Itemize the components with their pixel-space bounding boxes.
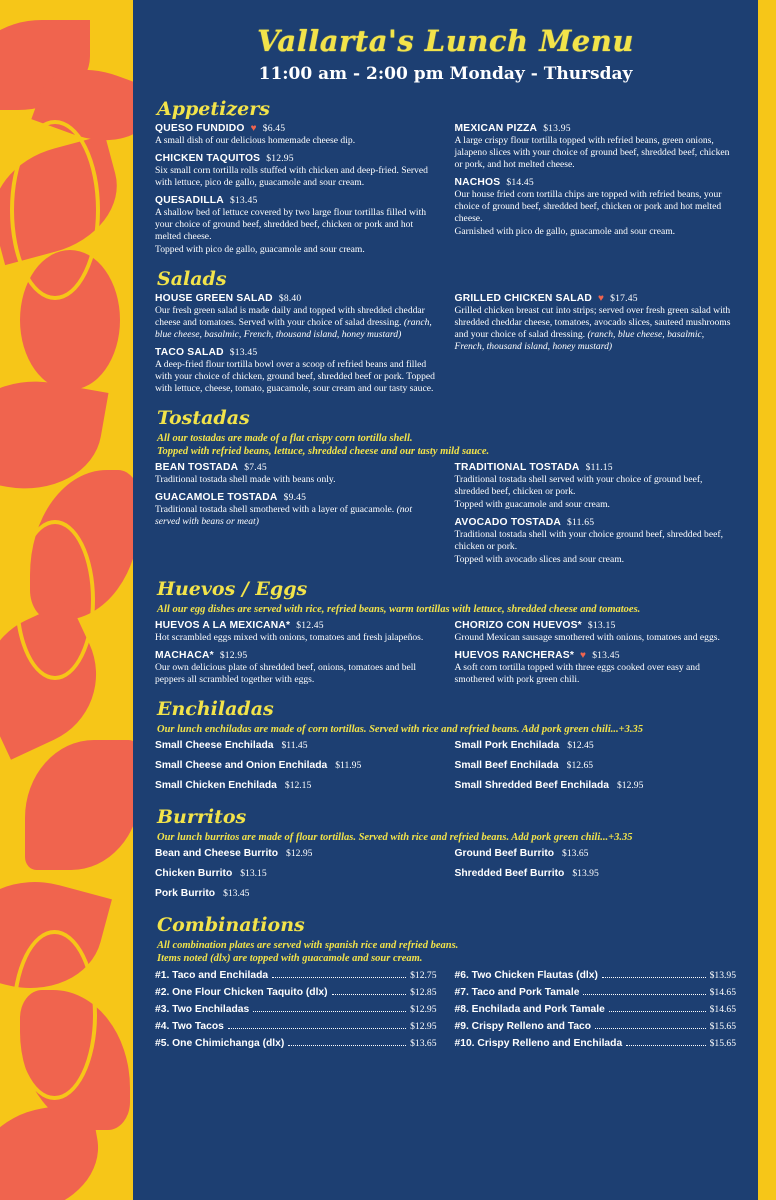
menu-item-name: Chicken Burrito — [155, 868, 233, 880]
menu-item-name: MACHACA* — [155, 650, 214, 662]
leader-dots — [595, 1028, 706, 1029]
menu-item — [155, 462, 437, 486]
leader-dots — [272, 977, 406, 978]
section-column-right — [455, 848, 737, 908]
menu-item-description: A shallow bed of lettuce covered by two large flour tortillas filled with your choice of ground beef, shredded beef, chicken or pork and hot melted cheese. — [155, 206, 427, 242]
menu-item-header — [155, 195, 437, 206]
menu-item-name: HUEVOS RANCHERAS* — [454, 650, 575, 662]
menu-section — [155, 578, 736, 692]
leader-dots — [253, 1011, 406, 1012]
menu-item — [455, 123, 737, 171]
leader-dots — [626, 1045, 705, 1046]
menu-item-price: $12.15 — [284, 780, 312, 792]
section-columns — [155, 620, 736, 692]
menu-item-name: #3. Two Enchiladas — [155, 1003, 250, 1015]
section-column-left — [155, 462, 437, 572]
menu-item-description: Hot scrambled eggs mixed with onions, tomatoes and fresh jalapeños. — [155, 632, 424, 644]
menu-item — [155, 1038, 437, 1049]
menu-item-name: #2. One Flour Chicken Taquito (dlx) — [155, 986, 328, 998]
menu-item — [155, 848, 437, 859]
menu-item-price: $15.65 — [709, 1020, 736, 1032]
menu-item — [455, 740, 737, 751]
section-column-left — [155, 293, 437, 401]
section-heading: Appetizers — [157, 98, 270, 120]
menu-item — [155, 740, 437, 751]
menu-item-name: Shredded Beef Burrito — [454, 868, 565, 880]
menu-item-name: Small Beef Enchilada — [454, 760, 559, 772]
menu-item-price: $13.65 — [562, 848, 589, 860]
section-note: All our tostadas are made of a flat crispy corn tortilla shell. Topped with refried beans, lettuce, shredded cheese and our tasty mild sauce. — [157, 432, 490, 457]
section-column-right — [455, 740, 737, 800]
menu-item-name: #10. Crispy Relleno and Enchilada — [454, 1037, 623, 1049]
menu-section — [155, 806, 736, 908]
menu-item-name: #4. Two Tacos — [155, 1020, 224, 1032]
menu-item-header — [455, 650, 737, 661]
menu-item-name: Bean and Cheese Burrito — [155, 848, 279, 860]
page-title: Vallarta's Lunch Menu — [257, 24, 634, 58]
menu-item-description-note: (ranch, blue cheese, basalmic, French, thousand island, honey mustard) — [155, 316, 432, 340]
menu-item-price: $12.95 — [410, 1003, 437, 1015]
menu-item-description-note: (not served with beans or meat) — [155, 504, 413, 528]
menu-item — [155, 153, 437, 189]
decorative-border-right — [758, 0, 776, 1200]
section-columns — [155, 740, 736, 800]
menu-item-header — [455, 517, 737, 528]
menu-item-price: $11.65 — [567, 517, 595, 528]
menu-item — [155, 347, 437, 395]
menu-item-price: $12.95 — [410, 1020, 437, 1032]
menu-item-description: Our own delicious plate of shredded beef, onions, tomatoes and bell peppers all scrambled together with eggs. — [155, 662, 417, 686]
menu-item-price: $13.65 — [410, 1037, 437, 1049]
menu-item-price: $11.15 — [585, 462, 613, 474]
section-column-left — [155, 740, 437, 800]
menu-item-name: CHORIZO CON HUEVOS* — [454, 620, 582, 632]
menu-item — [455, 987, 737, 998]
leader-dots — [332, 994, 407, 995]
menu-item-description: Our fresh green salad is made daily and topped with shredded cheddar cheese and tomatoes. Served with your choice of salad dressing. (ranch, blue cheese, basalmic, French, thousand island, honey mustard) — [155, 304, 432, 340]
menu-item-price: $12.45 — [567, 740, 594, 752]
menu-item-name: #8. Enchilada and Pork Tamale — [454, 1003, 605, 1015]
leader-dots — [609, 1011, 706, 1012]
menu-item-price: $8.40 — [278, 292, 302, 304]
menu-item-name: Small Shredded Beef Enchilada — [454, 780, 609, 792]
menu-item — [455, 517, 737, 566]
menu-item-header — [455, 620, 737, 631]
menu-item-name: Small Cheese Enchilada — [155, 740, 274, 752]
menu-item-price: $14.45 — [506, 176, 534, 188]
decorative-border-left — [0, 0, 133, 1200]
menu-item-price: $12.45 — [296, 620, 324, 632]
section-column-left — [155, 123, 437, 262]
menu-item-header — [155, 347, 437, 358]
menu-section — [155, 98, 736, 262]
menu-item-name: NACHOS — [454, 176, 501, 188]
menu-item-description-note: (ranch, blue cheese, basalmic, French, thousand island, honey mustard) — [454, 328, 705, 352]
menu-item-description: Traditional tostada shell made with beans only. — [155, 474, 336, 486]
menu-item-price: $13.45 — [229, 346, 258, 358]
menu-item-price: $12.95 — [286, 848, 313, 860]
menu-item-price: $12.95 — [617, 780, 644, 792]
menu-item — [455, 1021, 737, 1032]
menu-item-description: A deep-fried flour tortilla bowl over a scoop of refried beans and filled with your choice of chicken, ground beef, shredded beef or pork. Topped with lettuce, cheese, tomato, guacamole, sour cream and our tasty sauce. — [155, 358, 435, 394]
menu-item-name: TACO SALAD — [155, 346, 224, 358]
menu-item — [155, 195, 437, 256]
menu-item-name: Small Chicken Enchilada — [155, 780, 277, 792]
menu-item — [155, 492, 437, 528]
menu-item-price: $14.65 — [709, 1003, 736, 1015]
menu-item-name: QUESADILLA — [155, 194, 224, 206]
menu-item-price: $12.65 — [566, 760, 594, 772]
menu-item-header — [155, 293, 437, 304]
menu-section — [155, 407, 736, 572]
menu-item-price: $11.45 — [281, 740, 308, 752]
menu-item-description: Traditional tostada shell smothered with a layer of guacamole. (not served with beans or meat) — [155, 504, 413, 528]
section-column-left — [155, 970, 437, 1055]
menu-item — [155, 987, 437, 998]
menu-item-price: $13.45 — [223, 888, 250, 900]
menu-item-header — [155, 492, 437, 503]
menu-item-header — [155, 153, 437, 164]
section-heading: Combinations — [157, 914, 305, 937]
section-heading: Enchiladas — [157, 698, 274, 721]
page-subtitle: 11:00 am - 2:00 pm Monday - Thursday — [258, 64, 633, 84]
section-column-right — [455, 970, 737, 1055]
menu-item-price: $13.95 — [572, 868, 599, 880]
menu-item-name: #1. Taco and Enchilada — [155, 969, 269, 981]
menu-item-header — [155, 620, 437, 631]
menu-item — [455, 293, 737, 353]
menu-item — [455, 177, 737, 238]
menu-item-name: Small Cheese and Onion Enchilada — [155, 760, 328, 772]
heart-icon: ♥ — [250, 123, 257, 134]
section-heading: Tostadas — [157, 406, 250, 429]
menu-item-price: $11.95 — [335, 760, 362, 772]
menu-item — [155, 1004, 437, 1015]
menu-item-name: #7. Taco and Pork Tamale — [454, 986, 580, 998]
menu-section — [155, 698, 736, 800]
menu-item-header — [155, 123, 437, 134]
menu-sections — [155, 98, 736, 1055]
menu-item-price: $12.85 — [410, 986, 437, 998]
menu-item — [155, 1021, 437, 1032]
menu-item-header — [155, 462, 437, 473]
menu-item — [155, 123, 437, 147]
menu-item-name: AVOCADO TOSTADA — [454, 517, 562, 528]
menu-item-price: $13.15 — [240, 868, 267, 880]
section-column-left — [155, 848, 437, 908]
menu-item — [455, 780, 737, 791]
menu-item-price: $13.15 — [587, 620, 616, 632]
menu-item-header — [455, 462, 737, 473]
menu-item-description: Six small corn tortilla rolls stuffed with chicken and deep-fried. Served with lettuce, pico de gallo, guacamole and sour cream. — [155, 164, 428, 188]
menu-item-name: BEAN TOSTADA — [155, 462, 239, 474]
leader-dots — [288, 1045, 406, 1046]
menu-item-name: HOUSE GREEN SALAD — [155, 292, 273, 304]
menu-item-name: QUESO FUNDIDO — [155, 123, 245, 134]
menu-item-name: Pork Burrito — [155, 888, 216, 900]
heart-icon: ♥ — [580, 650, 587, 662]
menu-item-description-secondary: Topped with pico de gallo, guacamole and sour cream. — [155, 243, 365, 255]
menu-section — [155, 268, 736, 401]
section-column-right — [455, 293, 737, 401]
menu-item-description-secondary: Garnished with pico de gallo, guacamole and sour cream. — [454, 225, 676, 237]
menu-item-description: Our house fried corn tortilla chips are topped with refried beans, your choice of ground beef, shredded beef, chicken or pork and hot melted cheese. — [454, 188, 722, 224]
menu-item-description-secondary: Topped with guacamole and sour cream. — [454, 499, 610, 511]
menu-item-price: $13.95 — [709, 969, 736, 981]
menu-item — [455, 1004, 737, 1015]
menu-item-price: $12.95 — [266, 152, 294, 164]
menu-section — [155, 914, 736, 1054]
menu-item — [455, 760, 737, 771]
menu-item-description: A small dish of our delicious homemade cheese dip. — [155, 135, 356, 146]
menu-item — [455, 868, 737, 879]
menu-item — [455, 970, 737, 981]
section-note: All combination plates are served with spanish rice and refried beans. Items noted (dlx) are topped with guacamole and sour cream. — [157, 940, 459, 965]
section-note: Our lunch enchiladas are made of corn tortillas. Served with rice and refried beans. Add pork green chili...+3.35 — [157, 724, 643, 736]
menu-item-description: Ground Mexican sausage smothered with onions, tomatoes and eggs. — [454, 632, 720, 644]
menu-item-price: $9.45 — [283, 492, 307, 504]
menu-item-name: CHICKEN TAQUITOS — [155, 152, 261, 164]
menu-item — [155, 760, 437, 771]
menu-panel — [133, 0, 758, 1200]
menu-item-price: $13.45 — [229, 194, 258, 206]
menu-item — [155, 868, 437, 879]
leader-dots — [228, 1028, 406, 1029]
menu-item-name: #5. One Chimichanga (dlx) — [155, 1037, 285, 1049]
section-heading: Salads — [157, 267, 227, 290]
menu-item-name: #6. Two Chicken Flautas (dlx) — [454, 969, 598, 981]
menu-item-header — [155, 650, 437, 661]
menu-item — [155, 888, 437, 899]
menu-item-price: $13.45 — [592, 650, 620, 662]
section-column-right — [455, 462, 737, 572]
menu-item-name: #9. Crispy Relleno and Taco — [454, 1020, 592, 1032]
menu-item-price: $6.45 — [262, 123, 286, 134]
section-columns — [155, 293, 736, 401]
section-columns — [155, 462, 736, 572]
menu-item — [455, 650, 737, 686]
menu-item-price: $14.65 — [709, 986, 736, 998]
menu-item-price: $12.95 — [219, 650, 248, 662]
menu-item-name: GUACAMOLE TOSTADA — [155, 492, 278, 504]
section-heading: Huevos / Eggs — [157, 577, 308, 600]
menu-item — [155, 780, 437, 791]
menu-item-name: TRADITIONAL TOSTADA — [454, 462, 580, 474]
section-columns — [155, 848, 736, 908]
leader-dots — [583, 994, 705, 995]
menu-item-price: $15.65 — [709, 1037, 736, 1049]
menu-item-header — [455, 177, 737, 188]
menu-item — [455, 848, 737, 859]
menu-item-description-secondary: Topped with avocado slices and sour cream. — [454, 553, 625, 565]
menu-item-name: HUEVOS A LA MEXICANA* — [155, 620, 291, 632]
menu-item-description: Traditional tostada shell served with your choice of ground beef, shredded beef, chicken or pork. — [454, 474, 703, 498]
menu-item-description: A large crispy flour tortilla topped with refried beans, green onions, jalapeno slices with your choice of ground beef, shredded beef, chicken or pork, and hot melted cheese. — [454, 135, 730, 170]
menu-item — [455, 1038, 737, 1049]
section-columns — [155, 123, 736, 262]
menu-item-description: Traditional tostada shell with your choice ground beef, shredded beef, chicken or pork. — [454, 529, 723, 552]
section-heading: Burritos — [157, 806, 247, 829]
section-note: Our lunch burritos are made of flour tortillas. Served with rice and refried beans. Add pork green chili...+3.35 — [157, 832, 633, 844]
section-note: All our egg dishes are served with rice, refried beans, warm tortillas with lettuce, shredded cheese and tomatoes. — [157, 603, 641, 615]
section-columns — [155, 970, 736, 1055]
menu-item-description: A soft corn tortilla topped with three eggs cooked over easy and smothered with pork green chili. — [454, 662, 700, 686]
section-column-left — [155, 620, 437, 692]
menu-item-description: Grilled chicken breast cut into strips; served over fresh green salad with shredded cheddar cheese, tomatoes, avocado slices, sauteed mushrooms and your choice of salad dressing. (ranch, blue cheese, basalmic, French, thousand island, honey mustard) — [454, 304, 731, 352]
menu-item — [155, 620, 437, 644]
menu-item — [155, 293, 437, 341]
section-column-right — [455, 620, 737, 692]
menu-item-name: Ground Beef Burrito — [454, 848, 555, 860]
menu-item-header — [455, 293, 737, 304]
menu-item-price: $12.75 — [410, 969, 437, 981]
menu-item-name: MEXICAN PIZZA — [454, 123, 538, 134]
menu-item-price: $7.45 — [244, 462, 267, 474]
section-column-right — [455, 123, 737, 262]
menu-item-price: $13.95 — [543, 123, 571, 134]
menu-item — [155, 970, 437, 981]
heart-icon: ♥ — [598, 292, 605, 304]
menu-item — [455, 462, 737, 511]
leader-dots — [602, 977, 706, 978]
menu-item-name: GRILLED CHICKEN SALAD — [454, 292, 592, 304]
menu-item-name: Small Pork Enchilada — [454, 740, 560, 752]
menu-item — [155, 650, 437, 686]
menu-item-price: $17.45 — [610, 292, 638, 304]
menu-item — [455, 620, 737, 644]
menu-item-header — [455, 123, 737, 134]
